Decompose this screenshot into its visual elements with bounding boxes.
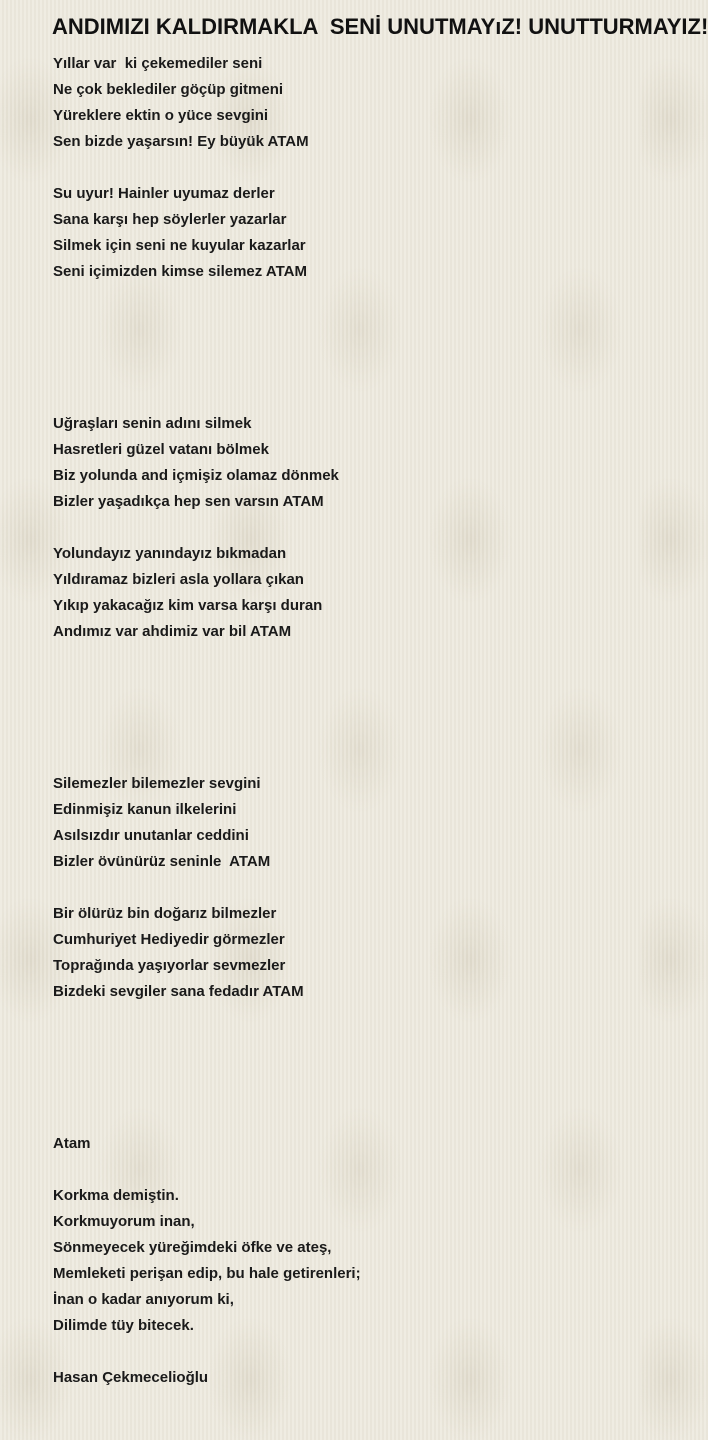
poem-line: Uğraşları senin adını silmek xyxy=(53,415,252,432)
stanza-5 xyxy=(53,771,270,875)
poem-line: Yıkıp yakacağız kim varsa karşı duran xyxy=(53,597,323,614)
poem-line: Korkmuyorum inan, xyxy=(53,1213,195,1230)
poem-line: Su uyur! Hainler uyumaz derler xyxy=(53,185,275,202)
poem-line: Bizdeki sevgiler sana fedadır ATAM xyxy=(53,983,304,1000)
poem-line: Sen bizde yaşarsın! Ey büyük ATAM xyxy=(53,133,309,150)
poem-line: Memleketi perişan edip, bu hale getirenleri; xyxy=(53,1265,361,1282)
poem-line: Sönmeyecek yüreğimdeki öfke ve ateş, xyxy=(53,1239,332,1256)
poem-line: Biz yolunda and içmişiz olamaz dönmek xyxy=(53,467,339,484)
stanza-1 xyxy=(53,51,309,155)
poem-line: Bizler yaşadıkça hep sen varsın ATAM xyxy=(53,493,324,510)
stanza-4 xyxy=(53,541,322,645)
poem-line: Edinmişiz kanun ilkelerini xyxy=(53,801,237,818)
poem-title: ANDIMIZI KALDIRMAKLA SENİ UNUTMAYıZ! UNUTTURMAYIZ! xyxy=(52,14,708,39)
poem-line: Yüreklere ektin o yüce sevgini xyxy=(53,107,269,124)
poem-line: Asılsızdır unutanlar ceddini xyxy=(53,827,249,844)
poem-line: Yıldıramaz bizleri asla yollara çıkan xyxy=(53,571,304,588)
poem-line: Toprağında yaşıyorlar sevmezler xyxy=(53,957,286,974)
author-name: Hasan Çekmecelioğlu xyxy=(53,1369,209,1386)
poem-line: Silemezler bilemezler sevgini xyxy=(53,775,261,792)
poem-line: İnan o kadar anıyorum ki, xyxy=(53,1291,234,1308)
poem-line: Bir ölürüz bin doğarız bilmezler xyxy=(53,905,277,922)
poem-line: Atam xyxy=(53,1135,91,1152)
stanza-6 xyxy=(53,901,304,1005)
stanza-7 xyxy=(53,1183,361,1339)
stanza-2 xyxy=(53,181,307,285)
second-poem-title xyxy=(53,1131,91,1157)
poem-line: Andımız var ahdimiz var bil ATAM xyxy=(53,623,292,640)
poem-line: Sana karşı hep söylerler yazarlar xyxy=(53,211,287,228)
poem-line: Hasretleri güzel vatanı bölmek xyxy=(53,441,269,458)
author-signature xyxy=(53,1365,208,1391)
poem-line: Ne çok beklediler göçüp gitmeni xyxy=(53,81,284,98)
poem-line: Yolundayız yanındayız bıkmadan xyxy=(53,545,287,562)
stanza-3 xyxy=(53,411,339,515)
poem-line: Silmek için seni ne kuyular kazarlar xyxy=(53,237,306,254)
poem-line: Korkma demiştin. xyxy=(53,1187,179,1204)
poem-line: Yıllar var ki çekemediler seni xyxy=(53,55,263,72)
poem-line: Cumhuriyet Hediyedir görmezler xyxy=(53,931,285,948)
poem-line: Dilimde tüy bitecek. xyxy=(53,1317,194,1334)
poem-line: Bizler övünürüz seninle ATAM xyxy=(53,853,271,870)
poem-line: Seni içimizden kimse silemez ATAM xyxy=(53,263,307,280)
